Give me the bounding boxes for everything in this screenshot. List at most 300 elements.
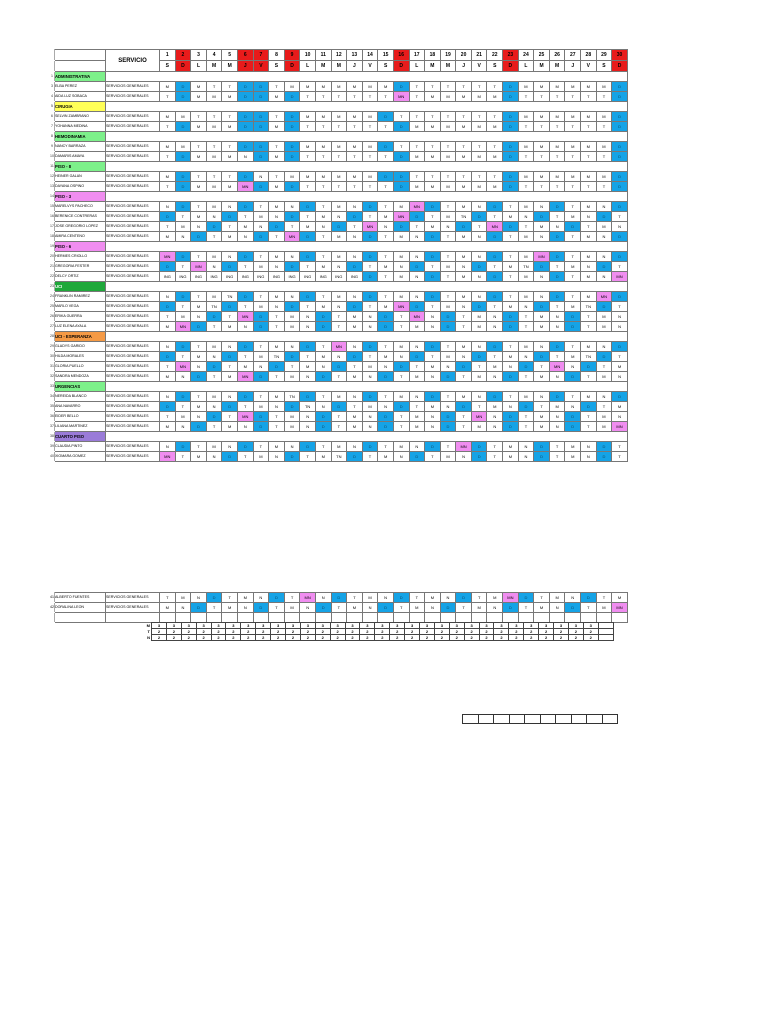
shift-cell: M — [596, 142, 612, 152]
shift-cell: T — [237, 402, 253, 412]
shift-cell: M — [253, 352, 269, 362]
shift-cell: M — [456, 392, 472, 402]
shift-cell: TN — [518, 262, 534, 272]
section-filler — [106, 102, 628, 112]
shift-cell: M — [253, 402, 269, 412]
employee-name: GREGORIA FESTER — [55, 262, 106, 272]
shift-cell: D — [393, 122, 409, 132]
shift-cell: D — [487, 252, 503, 262]
weekday-letter: M — [549, 61, 565, 72]
section-filler — [106, 192, 628, 202]
day-number: 14 — [362, 50, 378, 61]
shift-cell: M — [284, 412, 300, 422]
shift-cell: T — [269, 322, 285, 332]
shift-cell: D — [284, 262, 300, 272]
shift-cell: MN — [503, 593, 519, 603]
shift-cell: N — [347, 292, 363, 302]
shift-cell: T — [456, 312, 472, 322]
shift-cell: T — [440, 112, 456, 122]
shift-cell: M — [347, 112, 363, 122]
count-cell: 3 — [271, 623, 286, 629]
shift-cell: T — [440, 442, 456, 452]
shift-cell: T — [191, 202, 207, 212]
count-cell: 3 — [286, 623, 301, 629]
shift-cell: T — [393, 112, 409, 122]
employee-service: SERVICIOS GENERALES — [106, 222, 160, 232]
section-filler — [106, 432, 628, 442]
count-cell: 2 — [181, 629, 196, 635]
shift-cell: N — [581, 442, 597, 452]
shift-cell: M — [471, 422, 487, 432]
shift-cell: D — [503, 122, 519, 132]
shift-cell: D — [425, 442, 441, 452]
shift-cell: M — [315, 212, 331, 222]
shift-cell: N — [253, 172, 269, 182]
shift-cell: T — [269, 82, 285, 92]
weekday-letter: D — [612, 61, 628, 72]
shift-cell: N — [549, 312, 565, 322]
day-number: 2 — [175, 50, 191, 61]
shift-cell: M — [160, 232, 176, 242]
shift-cell: M — [347, 372, 363, 382]
blank-cell — [596, 613, 612, 623]
day-number: 8 — [269, 50, 285, 61]
employee-name: ALBERTO FUENTES — [55, 593, 106, 603]
shift-cell: T — [284, 362, 300, 372]
count-cell: 2 — [509, 629, 524, 635]
count-cell: 2 — [539, 629, 554, 635]
shift-cell: T — [565, 202, 581, 212]
shift-cell: D — [284, 182, 300, 192]
shift-cell: D — [456, 593, 472, 603]
shift-cell: T — [425, 82, 441, 92]
shift-cell: M — [393, 292, 409, 302]
shift-cell: MN — [409, 312, 425, 322]
shift-cell: D — [612, 342, 628, 352]
shift-cell: T — [549, 212, 565, 222]
shift-cell: T — [503, 272, 519, 282]
count-cell: 2 — [196, 629, 211, 635]
shift-cell: T — [222, 222, 238, 232]
shift-cell: T — [581, 322, 597, 332]
shift-cell: MN — [160, 452, 176, 462]
count-cell: 2 — [524, 629, 539, 635]
day-number: 18 — [425, 50, 441, 61]
shift-cell: M — [409, 182, 425, 192]
blank-cell — [175, 613, 191, 623]
shift-cell: M — [534, 312, 550, 322]
row-number: 3 — [50, 82, 55, 92]
shift-cell: M — [581, 232, 597, 242]
shift-cell: D — [253, 232, 269, 242]
shift-cell: T — [175, 402, 191, 412]
employee-row — [50, 422, 628, 432]
shift-cell: N — [347, 202, 363, 212]
shift-cell: D — [362, 272, 378, 282]
shift-cell: M — [160, 112, 176, 122]
shift-cell: M — [222, 182, 238, 192]
shift-cell: MN — [393, 92, 409, 102]
shift-cell: D — [503, 142, 519, 152]
count-cell: 2 — [271, 635, 286, 641]
shift-cell: T — [393, 422, 409, 432]
shift-cell: T — [549, 92, 565, 102]
section-row — [50, 72, 628, 82]
section-row — [50, 432, 628, 442]
row-number: 13 — [50, 182, 55, 192]
shift-cell: N — [269, 212, 285, 222]
shift-cell: M — [534, 603, 550, 613]
shift-cell: T — [440, 392, 456, 402]
count-cell: 2 — [211, 629, 226, 635]
shift-cell: T — [331, 603, 347, 613]
count-cell: 2 — [479, 629, 494, 635]
shift-cell: D — [534, 442, 550, 452]
section-filler — [106, 72, 628, 82]
shift-cell: M — [331, 252, 347, 262]
employee-name: JOSE GREGORIO LOPEZ — [55, 222, 106, 232]
shift-cell: M — [440, 452, 456, 462]
shift-cell: M — [518, 172, 534, 182]
shift-cell: M — [175, 112, 191, 122]
blank-cell — [222, 613, 238, 623]
shift-cell: N — [222, 442, 238, 452]
shift-cell: N — [206, 262, 222, 272]
shift-cell: M — [378, 302, 394, 312]
shift-cell: T — [456, 603, 472, 613]
blank-cell — [440, 613, 456, 623]
shift-cell: ING — [300, 272, 316, 282]
row-number: 6 — [50, 112, 55, 122]
shift-cell: T — [581, 603, 597, 613]
blank-cell — [55, 613, 106, 623]
shift-cell: T — [362, 212, 378, 222]
weekday-letter: V — [581, 61, 597, 72]
shift-cell: M — [409, 412, 425, 422]
row-number: 35 — [50, 402, 55, 412]
count-cell: 3 — [360, 623, 375, 629]
shift-cell: D — [160, 402, 176, 412]
shift-cell: M — [206, 342, 222, 352]
shift-cell: M — [612, 362, 628, 372]
shift-cell: D — [456, 362, 472, 372]
shift-cell: T — [393, 603, 409, 613]
count-cell: 3 — [390, 623, 405, 629]
count-cell: 2 — [583, 635, 598, 641]
row-number: 34 — [50, 392, 55, 402]
row-number: 7 — [50, 122, 55, 132]
shift-cell: N — [518, 452, 534, 462]
shift-cell: D — [253, 412, 269, 422]
shift-cell: T — [456, 412, 472, 422]
shift-cell: T — [269, 232, 285, 242]
shift-cell: T — [300, 92, 316, 102]
day-number: 23 — [503, 50, 519, 61]
shift-cell: D — [518, 402, 534, 412]
row-number: 22 — [50, 272, 55, 282]
shift-cell: N — [487, 312, 503, 322]
shift-cell: M — [518, 342, 534, 352]
shift-cell: N — [315, 222, 331, 232]
shift-cell: T — [425, 302, 441, 312]
shift-cell: N — [284, 202, 300, 212]
shift-cell: T — [534, 182, 550, 192]
weekday-letter: M — [331, 61, 347, 72]
employee-name: HERMES CRIOLLO — [55, 252, 106, 262]
shift-cell: D — [581, 402, 597, 412]
shift-cell: T — [378, 272, 394, 282]
shift-cell: T — [393, 142, 409, 152]
shift-cell: D — [534, 352, 550, 362]
shift-cell: T — [191, 172, 207, 182]
employee-service: SERVICIOS GENERALES — [106, 312, 160, 322]
shift-cell: T — [612, 352, 628, 362]
shift-cell: D — [596, 212, 612, 222]
count-cell: 2 — [166, 629, 181, 635]
shift-cell: D — [612, 392, 628, 402]
shift-cell: M — [191, 452, 207, 462]
shift-cell: M — [362, 112, 378, 122]
shift-cell: M — [581, 112, 597, 122]
weekday-letter: J — [456, 61, 472, 72]
shift-cell: T — [518, 603, 534, 613]
shift-cell: T — [191, 112, 207, 122]
shift-cell: N — [315, 593, 331, 603]
shift-cell: T — [222, 312, 238, 322]
shift-cell: D — [206, 312, 222, 322]
shift-cell: D — [503, 322, 519, 332]
count-cell: 3 — [434, 623, 449, 629]
shift-cell: T — [253, 392, 269, 402]
blank-cell — [315, 613, 331, 623]
shift-cell: T — [549, 352, 565, 362]
shift-cell: T — [393, 412, 409, 422]
employee-name: YOHANNA MEDINA — [55, 122, 106, 132]
shift-cell: N — [409, 392, 425, 402]
shift-cell: T — [191, 292, 207, 302]
shift-cell: T — [518, 152, 534, 162]
empty-box — [478, 715, 494, 724]
row-number: 15 — [50, 202, 55, 212]
shift-cell: M — [425, 182, 441, 192]
shift-cell: M — [471, 372, 487, 382]
shift-cell: M — [596, 412, 612, 422]
shift-cell: M — [456, 252, 472, 262]
shift-cell: M — [284, 172, 300, 182]
shift-cell: T — [362, 122, 378, 132]
shift-cell: D — [581, 362, 597, 372]
shift-cell: D — [440, 422, 456, 432]
shift-cell: T — [503, 232, 519, 242]
shift-cell: MN — [534, 252, 550, 262]
shift-cell: D — [378, 412, 394, 422]
count-row — [140, 635, 613, 641]
shift-cell: D — [362, 292, 378, 302]
shift-cell: D — [565, 603, 581, 613]
shift-cell: M — [440, 122, 456, 132]
shift-cell: M — [534, 82, 550, 92]
shift-cell: D — [269, 222, 285, 232]
shift-cell: N — [534, 342, 550, 352]
employee-row — [50, 342, 628, 352]
shift-cell: D — [315, 603, 331, 613]
shift-cell: D — [206, 222, 222, 232]
shift-cell: T — [331, 312, 347, 322]
shift-cell: T — [425, 262, 441, 272]
employee-row — [50, 92, 628, 102]
shift-cell: T — [362, 352, 378, 362]
shift-cell: D — [549, 252, 565, 262]
day-number: 1 — [160, 50, 176, 61]
weekday-letter: V — [471, 61, 487, 72]
employee-service: SERVICIOS GENERALES — [106, 152, 160, 162]
section-label: PISO - 3 — [55, 192, 106, 202]
employee-row — [50, 362, 628, 372]
shift-cell: D — [191, 422, 207, 432]
shift-cell: D — [253, 312, 269, 322]
employee-name: SANDRA MENDOZA — [55, 372, 106, 382]
shift-cell: M — [534, 172, 550, 182]
employee-service: SERVICIOS GENERALES — [106, 142, 160, 152]
shift-cell: N — [284, 442, 300, 452]
shift-cell: D — [175, 392, 191, 402]
shift-cell: T — [518, 312, 534, 322]
shift-cell: MN — [237, 412, 253, 422]
shift-cell: D — [503, 152, 519, 162]
count-cell: 3 — [241, 623, 256, 629]
shift-cell: T — [596, 362, 612, 372]
shift-cell: T — [362, 452, 378, 462]
count-cell: 2 — [315, 629, 330, 635]
shift-cell: D — [487, 292, 503, 302]
shift-cell: D — [378, 142, 394, 152]
shift-cell: N — [362, 312, 378, 322]
shift-cell: M — [269, 152, 285, 162]
shift-cell: M — [581, 172, 597, 182]
shift-cell: M — [315, 262, 331, 272]
shift-cell: N — [534, 292, 550, 302]
shift-cell: N — [175, 372, 191, 382]
shift-cell: T — [347, 593, 363, 603]
shift-cell: M — [456, 182, 472, 192]
shift-cell: T — [440, 252, 456, 262]
shift-cell: N — [440, 222, 456, 232]
row-number: 18 — [50, 232, 55, 242]
shift-cell: T — [378, 202, 394, 212]
shift-cell: N — [487, 422, 503, 432]
shift-cell: D — [378, 603, 394, 613]
shift-cell: T — [409, 362, 425, 372]
shift-cell: M — [284, 422, 300, 432]
shift-cell: N — [549, 372, 565, 382]
shift-cell: T — [596, 92, 612, 102]
weekday-letter: L — [191, 61, 207, 72]
count-cell: 2 — [494, 635, 509, 641]
shift-cell: N — [191, 362, 207, 372]
shift-cell: N — [425, 372, 441, 382]
shift-cell: D — [206, 362, 222, 372]
shift-cell: M — [393, 232, 409, 242]
weekday-letter: V — [362, 61, 378, 72]
row-number: 31 — [50, 362, 55, 372]
shift-cell: T — [175, 262, 191, 272]
shift-cell: M — [237, 593, 253, 603]
employee-name: SELVIN ZAMBRANO — [55, 112, 106, 122]
shift-cell: M — [534, 372, 550, 382]
count-cell: 3 — [449, 623, 464, 629]
employee-service: SERVICIOS GENERALES — [106, 412, 160, 422]
shift-cell: T — [565, 392, 581, 402]
shift-cell: N — [596, 392, 612, 402]
shift-cell: D — [222, 302, 238, 312]
shift-cell: D — [565, 312, 581, 322]
shift-cell: N — [347, 442, 363, 452]
shift-cell: D — [237, 82, 253, 92]
shift-cell: M — [471, 603, 487, 613]
shift-cell: T — [596, 152, 612, 162]
employee-name: DAMARIS AMAYA — [55, 152, 106, 162]
shift-cell: M — [191, 402, 207, 412]
shift-cell: T — [440, 82, 456, 92]
shift-cell: M — [487, 593, 503, 603]
shift-cell: MN — [331, 342, 347, 352]
shift-cell: T — [175, 352, 191, 362]
shift-cell: N — [393, 262, 409, 272]
shift-cell: M — [269, 252, 285, 262]
shift-cell: T — [581, 122, 597, 132]
day-number: 24 — [518, 50, 534, 61]
shift-cell: M — [160, 142, 176, 152]
shift-cell: N — [471, 232, 487, 242]
shift-cell: N — [315, 362, 331, 372]
shift-cell: D — [362, 252, 378, 262]
shift-cell: M — [581, 292, 597, 302]
shift-cell: T — [206, 232, 222, 242]
shift-cell: N — [518, 442, 534, 452]
row-number: 17 — [50, 222, 55, 232]
shift-cell: M — [206, 92, 222, 102]
shift-cell: T — [331, 372, 347, 382]
shift-cell: T — [237, 352, 253, 362]
shift-cell: T — [222, 593, 238, 603]
shift-cell: D — [378, 422, 394, 432]
shift-cell: D — [596, 452, 612, 462]
shift-cell: M — [331, 142, 347, 152]
shift-cell: MN — [284, 232, 300, 242]
section-label: ADMINISTRATIVA — [55, 72, 106, 82]
weekday-letter: S — [487, 61, 503, 72]
employee-service: SERVICIOS GENERALES — [106, 322, 160, 332]
shift-cell: D — [549, 342, 565, 352]
shift-cell: N — [269, 302, 285, 312]
shift-cell: D — [518, 593, 534, 603]
shift-cell: T — [160, 152, 176, 162]
shift-cell: T — [425, 212, 441, 222]
shift-cell: MN — [175, 322, 191, 332]
shift-cell: T — [581, 182, 597, 192]
shift-cell: TN — [331, 452, 347, 462]
shift-cell: T — [440, 272, 456, 282]
shift-cell: M — [456, 342, 472, 352]
shift-cell: M — [456, 92, 472, 102]
shift-cell: T — [503, 342, 519, 352]
shift-cell: D — [362, 232, 378, 242]
shift-cell: T — [269, 603, 285, 613]
blank-cell — [393, 613, 409, 623]
row-number: 16 — [50, 212, 55, 222]
shift-cell: D — [440, 603, 456, 613]
employee-row — [50, 222, 628, 232]
